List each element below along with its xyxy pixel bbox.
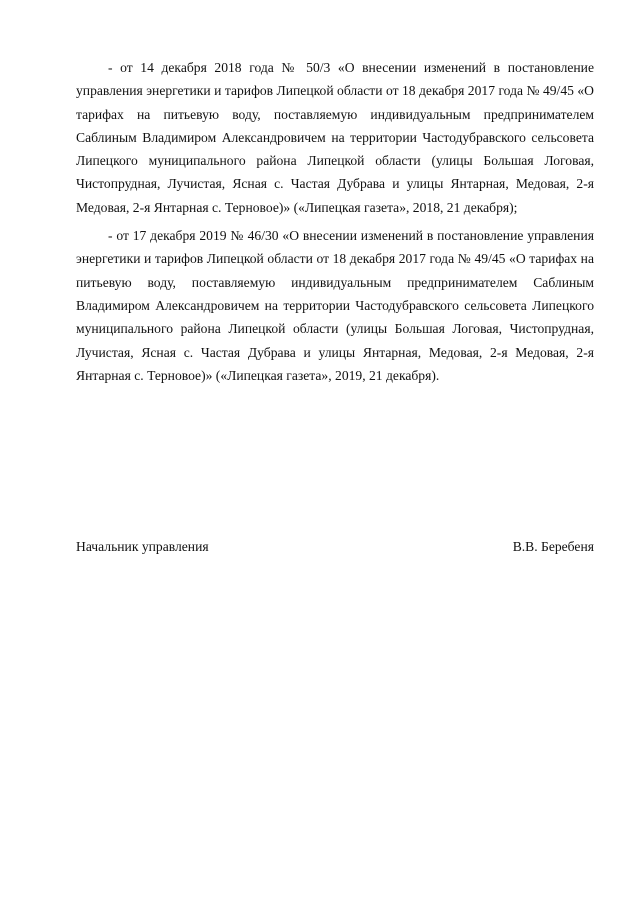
document-body [76,56,594,392]
amendment-paragraph-2018: - от 14 декабря 2018 года № 50/3 «О внесении изменений в постановление управления энергетики и тарифов Липецкой области от 18 декабря 2017 года № 49/45 «О тарифах на питьевую воду, поставляемую индивидуальным предпринимателем Саблиным Владимиром Александровичем на территории Частодубравского сельсовета Липецкого муниципального района Липецкой области (улицы Большая Логовая, Чистопрудная, Лучистая, Ясная с. Частая Дубрава и улицы Янтарная, Медовая, 2-я Медовая, 2-я Янтарная с. Терновое)» («Липецкая газета», 2018, 21 декабря); [76,60,594,215]
signatory-name: В.В. Беребеня [512,539,594,554]
signatory-position: Начальник управления [76,539,209,554]
signature-block [76,535,594,559]
amendment-paragraph-2019: - от 17 декабря 2019 № 46/30 «О внесении изменений в постановление управления энергетики и тарифов Липецкой области от 18 декабря 2017 года № 49/45 «О тарифах на питьевую воду, поставляемую индивидуальным предпринимателем Саблиным Владимиром Александровичем на территории Частодубравского сельсовета Липецкого муниципального района Липецкой области (улицы Большая Логовая, Чистопрудная, Лучистая, Ясная с. Частая Дубрава и улицы Янтарная, Медовая, 2-я Медовая, 2-я Янтарная с. Терновое)» («Липецкая газета», 2019, 21 декабря). [76,228,594,383]
